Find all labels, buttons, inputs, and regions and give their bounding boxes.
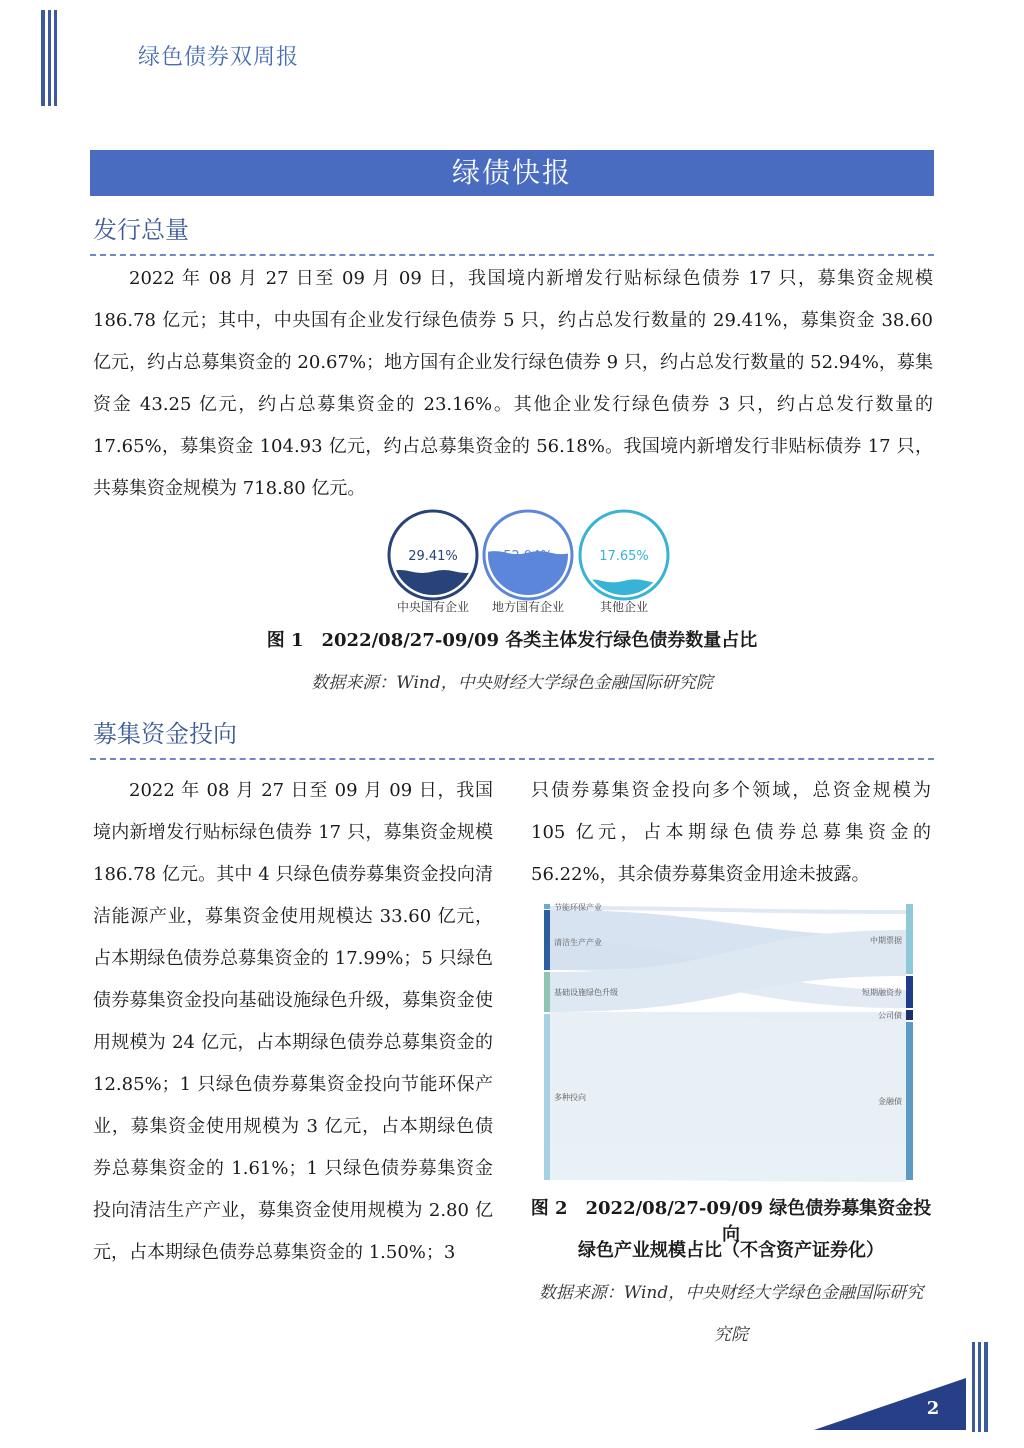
figure2-sankey — [540, 900, 920, 1184]
sankey-node-corporate-bond — [906, 1010, 913, 1020]
section-banner: 绿债快报 — [90, 150, 934, 196]
sankey-label-infrastructure: 基础设施绿色升级 — [554, 988, 618, 997]
footer-stripe-1 — [972, 1342, 975, 1432]
sankey-node-scp — [906, 976, 913, 1008]
gauge-label-other: 其他企业 — [599, 600, 649, 614]
sankey-node-infrastructure — [544, 972, 550, 1012]
gauge-central-soe — [389, 511, 477, 614]
issuance-paragraph: 2022 年 08 月 27 日至 09 月 09 日，我国境内新增发行贴标绿色债券 17 只，募集资金规模 186.78 亿元；其中，中央国有企业发行绿色债券 5 只，约占总发行数量的 29.41%，募集资金 38.60 亿元，约占总募集资金的 20.67%；地方国有企业发行绿色债券 9 只，约占总发行数量的 52.94%，募集资金 43.25 亿元，约占总募集资金的 23.16%。其他企业发行绿色债券 3 只，约占总发行数量的 17.65%，募集资金 104.93 亿元，约占总募集资金的 56.18%。我国境内新增发行非贴标债券 17 只，共募集资金规模为 718.80 亿元。 — [93, 268, 933, 499]
figure2-caption-line1: 图 2 2022/08/27-09/09 绿色债券募集资金投向 — [530, 1198, 932, 1245]
gauge-label-local: 地方国有企业 — [491, 600, 565, 614]
header-stripe-1 — [41, 10, 45, 106]
section-divider — [90, 254, 934, 256]
sankey-node-mtn — [906, 904, 913, 974]
gauge-local-soe — [484, 511, 572, 614]
figure2-source-line1: 数据来源：Wind，中央财经大学绿色金融国际研究 — [538, 1283, 924, 1303]
figure1-source: 数据来源：Wind，中央财经大学绿色金融国际研究院 — [311, 673, 713, 693]
fund-use-paragraph-right: 只债券募集资金投向多个领域，总资金规模为 105 亿元，占本期绿色债券总募集资金的 56.22%，其余债券募集资金用途未披露。 — [531, 780, 931, 885]
section-title-fund-use: 募集资金投向 — [93, 720, 237, 748]
fund-use-paragraph-left: 2022 年 08 月 27 日至 09 月 09 日，我国境内新增发行贴标绿色债券 17 只，募集资金规模 186.78 亿元。其中 4 只绿色债券募集资金投向清洁能源产业，募集资金使用规模达 33.60 亿元，占本期绿色债券总募集资金的 17.99%；5 只绿色债券募集资金投向基础设施绿色升级，募集资金使用规模为 24 亿元，占本期绿色债券总募集资金的 12.85%；1 只绿色债券募集资金投向节能环保产业，募集资金使用规模为 3 亿元，占本期绿色债券总募集资金的 1.61%；1 只绿色债券募集资金投向清洁生产产业，募集资金使用规模为 2.80 亿元，占本期绿色债券总募集资金的 1.50%；3 — [93, 780, 493, 1263]
sankey-label-clean-production: 清洁生产产业 — [554, 938, 602, 947]
sankey-label-scp: 短期融资券 — [862, 988, 902, 997]
sankey-node-clean-production — [544, 910, 550, 970]
page-number: 2 — [926, 1398, 940, 1419]
section-divider-2 — [90, 758, 934, 760]
sankey-label-energy-saving: 节能环保产业 — [554, 903, 602, 912]
footer-stripe-3 — [984, 1342, 988, 1432]
sankey-node-multiple — [544, 1014, 550, 1180]
footer-stripe-2 — [978, 1342, 981, 1432]
gauge-value-central: 29.41% — [408, 549, 458, 564]
header-stripe-2 — [48, 10, 51, 106]
sankey-node-energy-saving — [544, 904, 550, 909]
section-title-issuance: 发行总量 — [93, 216, 189, 244]
gauge-label-central: 中央国有企业 — [396, 600, 470, 614]
sankey-label-mtn: 中期票据 — [870, 936, 902, 945]
gauge-value-other: 17.65% — [599, 549, 649, 564]
gauge-value-local: 52.94% — [503, 549, 553, 564]
sankey-label-financial-bond: 金融债 — [878, 1097, 902, 1106]
figure1-gauges — [380, 508, 680, 620]
figure1-caption: 图 1 2022/08/27-09/09 各类主体发行绿色债券数量占比 — [266, 630, 758, 651]
figure2-caption-line2: 绿色产业规模占比（不含资产证券化） — [578, 1240, 884, 1261]
sankey-label-multiple: 多种投向 — [554, 1093, 586, 1102]
figure2-source-line2: 究院 — [714, 1325, 748, 1345]
report-title: 绿色债券双周报 — [138, 45, 300, 70]
gauge-other — [580, 511, 668, 614]
sankey-label-corporate-bond: 公司债 — [878, 1011, 902, 1020]
sankey-node-financial-bond — [906, 1022, 913, 1180]
sankey-links — [550, 906, 906, 1182]
header-stripe-3 — [54, 10, 57, 106]
